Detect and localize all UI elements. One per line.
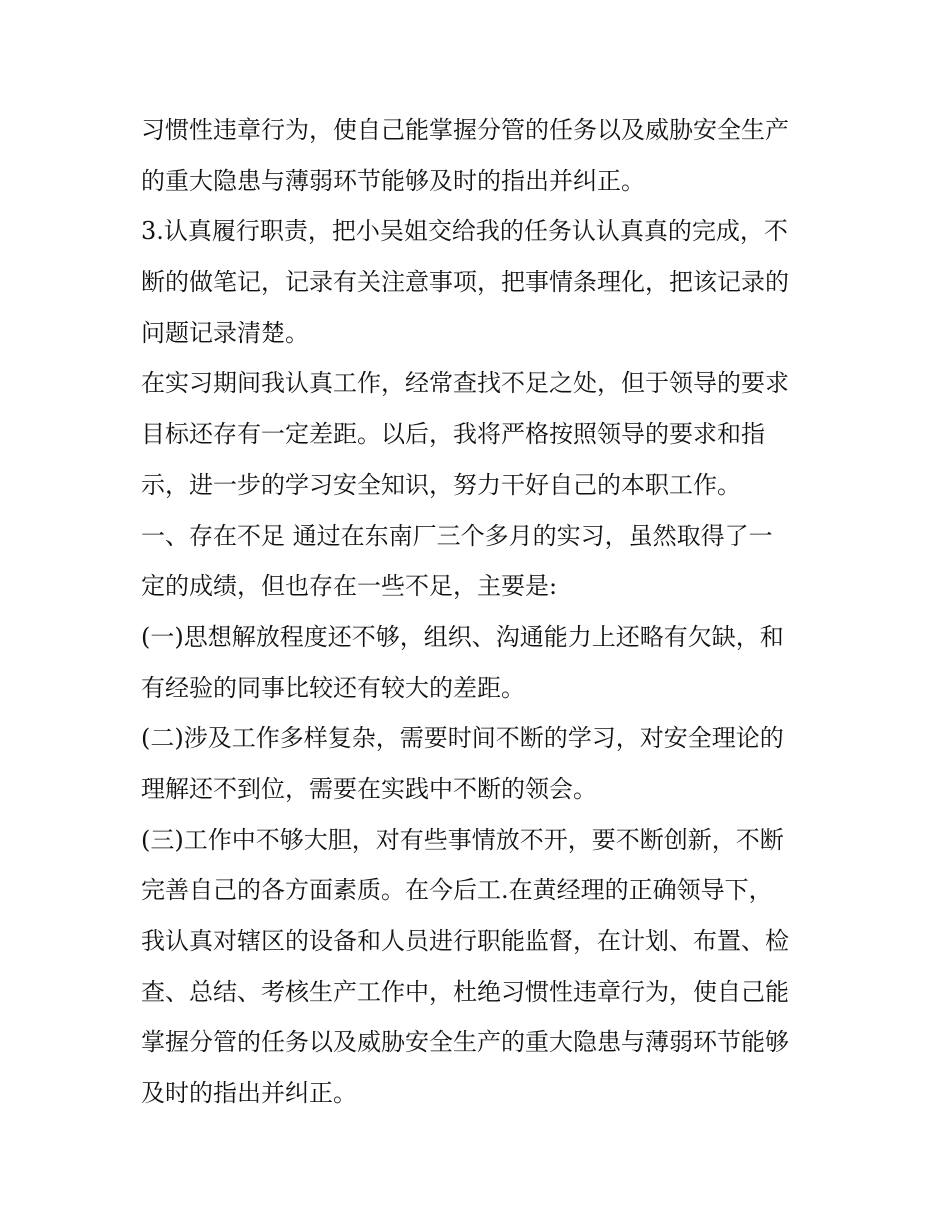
text-line-13: (二)涉及工作多样复杂，需要时间不断的学习，对安全理论的 (141, 724, 784, 753)
text-line-4: 断的做笔记，记录有关注意事项，把事情条理化，把该记录的 (141, 268, 789, 297)
document-body (141, 105, 816, 1119)
text-line-7: 目标还存有一定差距。以后，我将严格按照领导的要求和指 (141, 420, 765, 449)
text-line-3: 3.认真履行职责，把小吴姐交给我的任务认认真真的完成，不 (141, 217, 788, 246)
text-line-6: 在实习期间我认真工作，经常查找不足之处，但于领导的要求 (141, 369, 789, 398)
text-line-11: (一)思想解放程度还不够，组织、沟通能力上还略有欠缺，和 (141, 622, 784, 651)
text-line-12: 有经验的同事比较还有较大的差距。 (141, 673, 525, 702)
text-line-8: 示，进一步的学习安全知识，努力干好自己的本职工作。 (141, 470, 741, 499)
text-line-1: 习惯性违章行为，使自己能掌握分管的任务以及威胁安全生产 (141, 116, 789, 144)
text-line-5: 问题记录清楚。 (141, 318, 309, 347)
text-line-17: 我认真对辖区的设备和人员进行职能监督，在计划、布置、检 (141, 927, 789, 955)
text-line-18: 查、总结、考核生产工作中，杜绝习惯性违章行为，使自己能 (141, 977, 789, 1006)
text-line-2: 的重大隐患与薄弱环节能够及时的指出并纠正。 (141, 166, 645, 195)
text-line-9: 一、存在不足 通过在东南厂三个多月的实习，虽然取得了一 (141, 521, 773, 550)
text-line-19: 掌握分管的任务以及威胁安全生产的重大隐患与薄弱环节能够 (141, 1028, 789, 1057)
text-line-15: (三)工作中不够大胆，对有些事情放不开，要不断创新，不断 (141, 825, 784, 854)
text-line-16: 完善自己的各方面素质。在今后工.在黄经理的正确领导下， (141, 876, 773, 905)
text-line-10: 定的成绩，但也存在一些不足，主要是: (141, 572, 558, 601)
text-line-20: 及时的指出并纠正。 (141, 1079, 357, 1108)
text-line-14: 理解还不到位，需要在实践中不断的领会。 (141, 774, 597, 803)
